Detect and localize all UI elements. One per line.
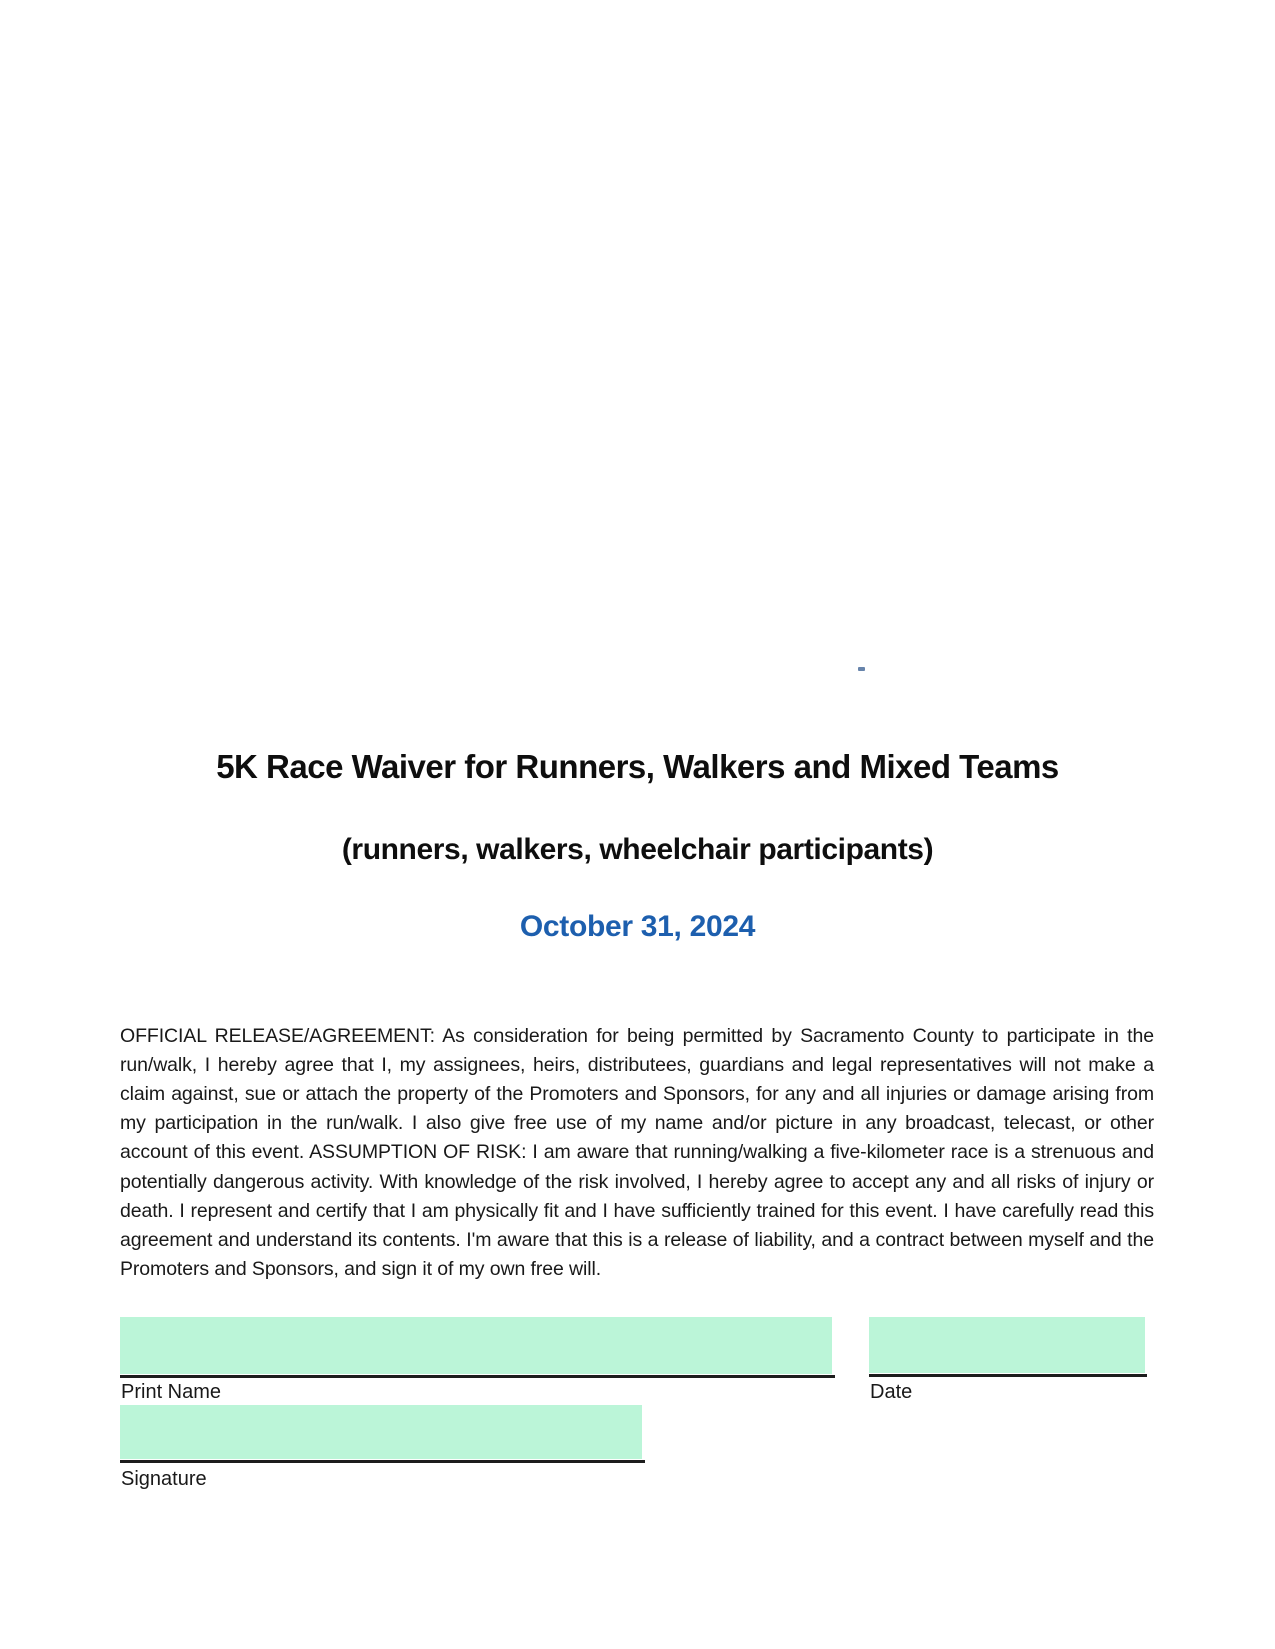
print-name-label: Print Name (121, 1381, 222, 1403)
signature-field[interactable] (120, 1405, 642, 1459)
release-agreement-text: OFFICIAL RELEASE/AGREEMENT: As consideration for being permitted by Sacramento County to participate in the run/walk, I hereby agree that I, my assignees, heirs, distributees, guardians and legal representatives will not make a claim against, sue or attach the property of the Promoters and Sponsors, for any and all injuries or damage arising from my participation in the run/walk. I also give free use of my name and/or picture in any broadcast, telecast, or other account of this event. ASSUMPTION OF RISK: I am aware that running/walking a five-kilometer race is a strenuous and potentially dangerous activity. With knowledge of the risk involved, I hereby agree to accept any and all risks of injury or death. I represent and certify that I am physically fit and I have sufficiently trained for this event. I have carefully read this agreement and understand its contents. I'm aware that this is a release of liability, and a contract between myself and the Promoters and Sponsors, and sign it of my own free will. (120, 1024, 1154, 1281)
signature-label: Signature (121, 1468, 207, 1490)
print-name-underline (120, 1375, 835, 1378)
signature-underline (120, 1460, 645, 1463)
document-title: 5K Race Waiver for Runners, Walkers and Mixed Teams (216, 748, 1059, 785)
stray-ink-mark (858, 667, 865, 671)
print-name-field[interactable] (120, 1317, 832, 1374)
date-label: Date (870, 1381, 913, 1403)
date-underline (869, 1374, 1147, 1377)
document-subtitle: (runners, walkers, wheelchair participants) (341, 833, 934, 866)
date-field[interactable] (869, 1317, 1145, 1373)
event-date: October 31, 2024 (519, 910, 756, 943)
